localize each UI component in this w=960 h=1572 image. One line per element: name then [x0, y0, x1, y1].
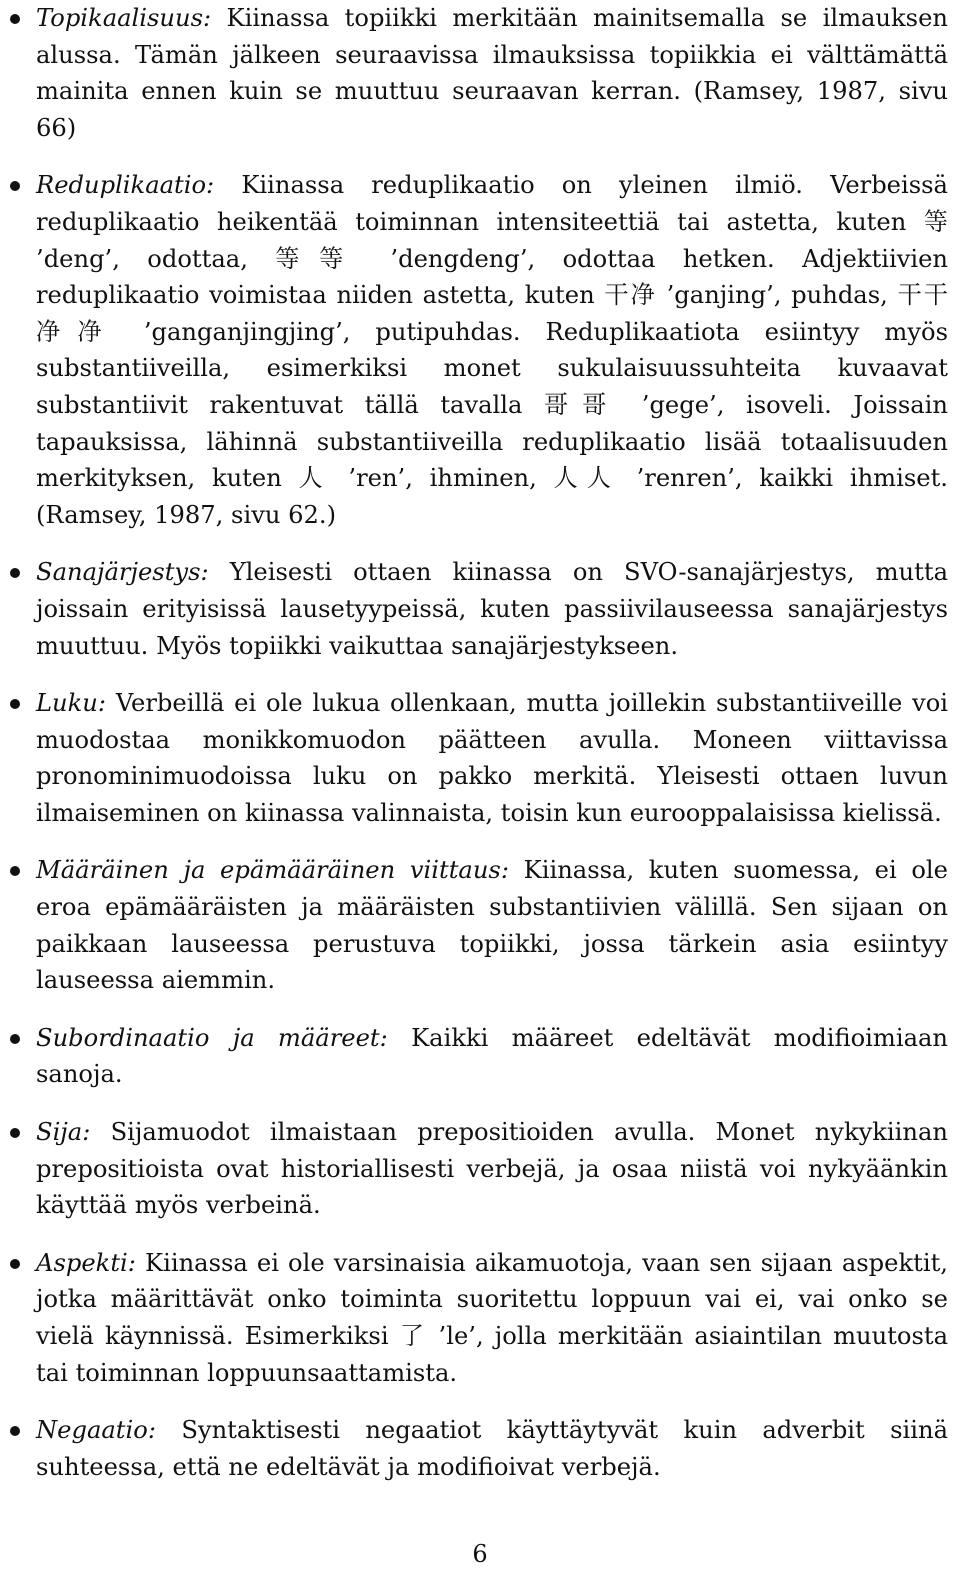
item-text: Kiinassa ei ole varsinaisia aikamuotoja, vaan sen sijaan aspektit, jotka määrittävät onko toiminta suoritettu loppuun vai ei, vai onko se vielä käynnissä. Esimerkiksi 了 ’le’, jolla merkitään asiaintilan muutosta tai toiminnan loppuunsaattamista.	[36, 1248, 948, 1387]
item-text: Kaikki määreet edeltävät modifioimiaan sanoja.	[36, 1023, 948, 1089]
bullet-icon	[10, 14, 20, 24]
list-item-viittaus	[36, 852, 948, 998]
list-item-sanajarjestys	[36, 554, 948, 664]
item-term: Aspekti:	[36, 1248, 136, 1277]
item-text: Kiinassa topiikki merkitään mainitsemalla se ilmauksen alussa. Tämän jälkeen seuraavissa ilmauksissa topiikkia ei välttämättä mainita ennen kuin se muuttuu seuraavan kerran. (Ramsey, 1987, sivu 66)	[36, 4, 948, 142]
bullet-icon	[10, 181, 20, 191]
bullet-icon	[10, 1128, 20, 1138]
list-item-aspekti	[36, 1245, 948, 1391]
item-text: Verbeillä ei ole lukua ollenkaan, mutta joillekin substantiiveille voi muodostaa monikkomuodon päätteen avulla. Moneen viittavissa pronominimuodoissa luku on pakko merkitä. Yleisesti ottaen luvun ilmaiseminen on kiinassa valinnaista, toisin kun eurooppalaisissa kielissä.	[36, 689, 948, 827]
bullet-icon	[10, 699, 20, 709]
item-term: Negaatio:	[36, 1416, 156, 1445]
item-term: Sija:	[36, 1118, 91, 1147]
item-term: Sanajärjestys:	[36, 558, 209, 587]
list-item-sija	[36, 1114, 948, 1224]
list-item-subordinaatio	[36, 1020, 948, 1093]
item-text: Yleisesti ottaen kiinassa on SVO-sanajärjestys, mutta joissain erityisissä lausetyypeissä, kuten passiivilauseessa sanajärjestys muuttuu. Myös topiikki vaikuttaa sanajärjestykseen.	[36, 558, 948, 660]
list-item-negaatio	[36, 1412, 948, 1485]
bullet-icon	[10, 1426, 20, 1436]
item-text: Kiinassa reduplikaatio on yleinen ilmiö. Verbeissä reduplikaatio heikentää toiminnan intensiteettiä tai astetta, kuten 等 ’deng’, odottaa, 等等 ’dengdeng’, odottaa hetken. Adjektiivien reduplikaatio voimistaa niiden astetta, kuten 干净 ’ganjing’, puhdas, 干干净净 ’ganganjingjing’, putipuhdas. Reduplikaatiota esiintyy myös substantiiveilla, esimerkiksi monet sukulaisuussuhteita kuvaavat substantiivit rakentuvat tällä tavalla 哥哥 ’gege’, isoveli. Joissain tapauksissa, lähinnä substantiiveilla reduplikaatio lisää totaalisuuden merkityksen, kuten 人 ’ren’, ihminen, 人人 ’renren’, kaikki ihmiset. (Ramsey, 1987, sivu 62.)	[36, 171, 948, 529]
item-term: Reduplikaatio:	[36, 171, 215, 200]
item-term: Luku:	[36, 689, 107, 718]
bullet-list	[36, 0, 948, 1506]
item-term: Topikaalisuus:	[36, 4, 212, 32]
item-text: Syntaktisesti negaatiot käyttäytyvät kuin adverbit siinä suhteessa, että ne edeltävät ja modifioivat verbejä.	[36, 1416, 948, 1481]
list-item-topikaalisuus	[36, 0, 948, 146]
item-term: Määräinen ja epämääräinen viittaus:	[36, 856, 509, 885]
list-item-reduplikaatio	[36, 167, 948, 533]
bullet-icon	[10, 1259, 20, 1269]
page-number: 6	[472, 1540, 488, 1568]
list-item-luku	[36, 685, 948, 831]
item-text: Kiinassa, kuten suomessa, ei ole eroa epämääräisten ja määräisten substantiivien välillä. Sen sijaan on paikkaan lauseessa perustuva topiikki, jossa tärkein asia esiintyy lauseessa aiemmin.	[36, 856, 948, 995]
bullet-icon	[10, 866, 20, 876]
item-term: Subordinaatio ja määreet:	[36, 1023, 388, 1052]
bullet-icon	[10, 1034, 20, 1044]
bullet-icon	[10, 568, 20, 578]
item-text: Sijamuodot ilmaistaan prepositioiden avulla. Monet nykykiinan prepositioista ovat historiallisesti verbejä, ja osaa niistä voi nykyäänkin käyttää myös verbeinä.	[36, 1118, 948, 1220]
